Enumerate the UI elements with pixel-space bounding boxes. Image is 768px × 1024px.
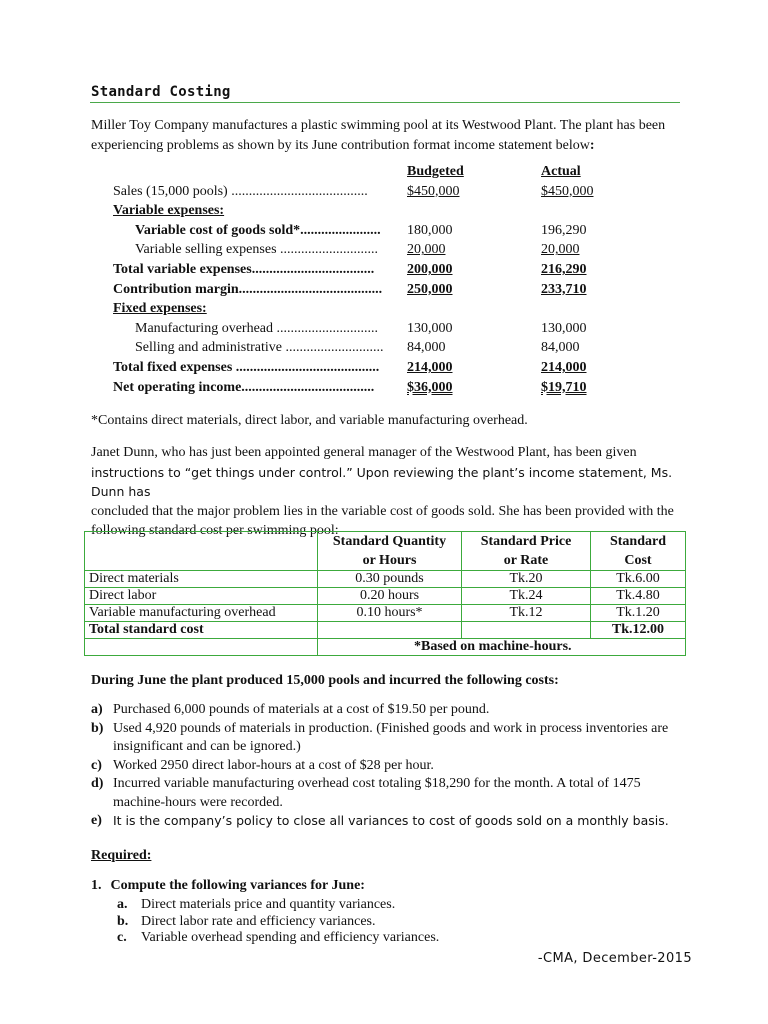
intro-colon: : xyxy=(589,137,595,153)
total-cost: Tk.12.00 xyxy=(591,622,686,639)
income-header-row xyxy=(113,162,641,182)
col-budgeted: Budgeted xyxy=(407,164,464,179)
std-row-total xyxy=(85,622,686,639)
price: Tk.24 xyxy=(462,588,591,605)
dunn-line-4: following standard cost per swimming pool: xyxy=(91,523,339,538)
income-row-manufacturing-overhead xyxy=(113,319,641,339)
row-label: Fixed expenses: xyxy=(113,301,207,317)
list-item: c) Worked 2950 direct labor-hours at a cost of $28 per hour. xyxy=(91,757,434,773)
income-row-total-fixed xyxy=(113,358,641,378)
cost: Tk.4.80 xyxy=(591,588,686,605)
row-label: Variable cost of goods sold*....................... xyxy=(135,222,381,238)
footnote: *Contains direct materials, direct labor, and variable manufacturing overhead. xyxy=(91,413,528,428)
total-label: Total standard cost xyxy=(85,622,318,639)
price: Tk.12 xyxy=(462,605,591,622)
cost: Tk.6.00 xyxy=(591,571,686,588)
item: Variable manufacturing overhead xyxy=(85,605,318,622)
header-cost: Standard Cost xyxy=(591,532,686,571)
price: Tk.20 xyxy=(462,571,591,588)
standard-cost-table xyxy=(84,531,686,656)
actual-value: $450,000 xyxy=(541,183,594,199)
title-divider xyxy=(90,102,680,103)
budgeted-value: 214,000 xyxy=(407,359,453,375)
required-heading: Required: xyxy=(91,848,152,863)
row-label: Net operating income...................................... xyxy=(113,379,375,395)
intro-text: Miller Toy Company manufactures a plastic swimming pool at its Westwood Plant. The plant has been experiencing problems as shown by its June contribution format income statement below xyxy=(91,118,666,153)
std-row-direct-labor xyxy=(85,588,686,605)
actual-value: 216,290 xyxy=(541,261,587,277)
list-item: b. Direct labor rate and efficiency variances. xyxy=(117,913,376,929)
list-item: a) Purchased 6,000 pounds of materials at a cost of $19.50 per pound. xyxy=(91,702,490,717)
actual-value: $19,710 xyxy=(541,379,587,395)
question-text: Compute the following variances for June: xyxy=(110,878,365,893)
income-row-total-variable xyxy=(113,260,641,280)
std-row-variable-overhead xyxy=(85,605,686,622)
col-actual: Actual xyxy=(541,164,581,179)
std-row-direct-materials xyxy=(85,571,686,588)
income-row-variable-cogs xyxy=(113,221,641,241)
qty: 0.10 hours* xyxy=(318,605,462,622)
income-row-net-operating-income xyxy=(113,378,641,398)
actual-value: 214,000 xyxy=(541,359,587,375)
row-label: Variable expenses: xyxy=(113,203,225,219)
budgeted-value: 250,000 xyxy=(407,281,453,297)
row-label: Selling and administrative ............................ xyxy=(135,340,384,356)
list-item: b) Used 4,920 pounds of materials in production. (Finished goods and work in process inventories are insignificant and can be ignored.) xyxy=(91,720,669,754)
qty: 0.20 hours xyxy=(318,588,462,605)
row-label: Sales (15,000 pools) ....................................... xyxy=(113,183,368,199)
page-title: Standard Costing xyxy=(91,84,231,100)
question-1-subitems xyxy=(117,897,439,947)
row-label: Variable selling expenses ............................ xyxy=(135,242,379,258)
header-price: Standard Price or Rate xyxy=(462,532,591,571)
income-statement xyxy=(113,162,641,397)
actual-value: 130,000 xyxy=(541,320,587,336)
budgeted-value: $36,000 xyxy=(407,379,453,395)
june-cost-list xyxy=(91,701,681,832)
actual-value: 20,000 xyxy=(541,242,580,258)
intro-paragraph xyxy=(91,116,691,155)
dunn-paragraph xyxy=(91,443,691,541)
row-label: Total variable expenses................................... xyxy=(113,261,375,277)
qty: 0.30 pounds xyxy=(318,571,462,588)
question-number: 1. xyxy=(91,878,102,893)
income-row-variable-expenses xyxy=(113,201,641,221)
item: Direct labor xyxy=(85,588,318,605)
row-label: Contribution margin......................................... xyxy=(113,281,383,297)
income-row-selling-admin xyxy=(113,338,641,358)
budgeted-value: 84,000 xyxy=(407,340,446,356)
income-row-sales xyxy=(113,182,641,202)
header-quantity: Standard Quantity or Hours xyxy=(318,532,462,571)
income-row-fixed-expenses xyxy=(113,299,641,319)
dunn-line-2: instructions to “get things under control.” Upon reviewing the plant’s income statement, Ms. Dunn has xyxy=(91,464,673,499)
income-row-contribution-margin xyxy=(113,280,641,300)
question-1 xyxy=(91,878,365,894)
actual-value: 233,710 xyxy=(541,281,587,297)
budgeted-value: 20,000 xyxy=(407,242,446,258)
list-item: a. Direct materials price and quantity variances. xyxy=(117,897,396,912)
list-item: e) It is the company’s policy to close all variances to cost of goods sold on a monthly basis. xyxy=(91,813,669,828)
row-label: Total fixed expenses ......................................... xyxy=(113,359,380,375)
actual-value: 196,290 xyxy=(541,222,587,238)
row-label: Manufacturing overhead ............................. xyxy=(135,320,378,336)
budgeted-value: 130,000 xyxy=(407,320,453,336)
std-row-note xyxy=(85,639,686,656)
list-item: c. Variable overhead spending and efficiency variances. xyxy=(117,930,440,945)
actual-value: 84,000 xyxy=(541,340,580,356)
dunn-line-1: Janet Dunn, who has just been appointed general manager of the Westwood Plant, has been given xyxy=(91,445,637,460)
budgeted-value: 200,000 xyxy=(407,261,453,277)
budgeted-value: 180,000 xyxy=(407,222,453,238)
source-citation: -CMA, December-2015 xyxy=(537,951,692,966)
table-note: *Based on machine-hours. xyxy=(318,639,686,656)
header-item xyxy=(85,532,318,571)
dunn-line-3: concluded that the major problem lies in the variable cost of goods sold. She has been provided with the xyxy=(91,503,674,519)
budgeted-value: $450,000 xyxy=(407,183,460,199)
income-row-variable-selling xyxy=(113,240,641,260)
cost: Tk.1.20 xyxy=(591,605,686,622)
list-item: d) Incurred variable manufacturing overhead cost totaling $18,290 for the month. A total of 1475 machine-hours were recorded. xyxy=(91,776,641,810)
std-header-row xyxy=(85,532,686,571)
item: Direct materials xyxy=(85,571,318,588)
june-heading: During June the plant produced 15,000 pools and incurred the following costs: xyxy=(91,673,559,688)
